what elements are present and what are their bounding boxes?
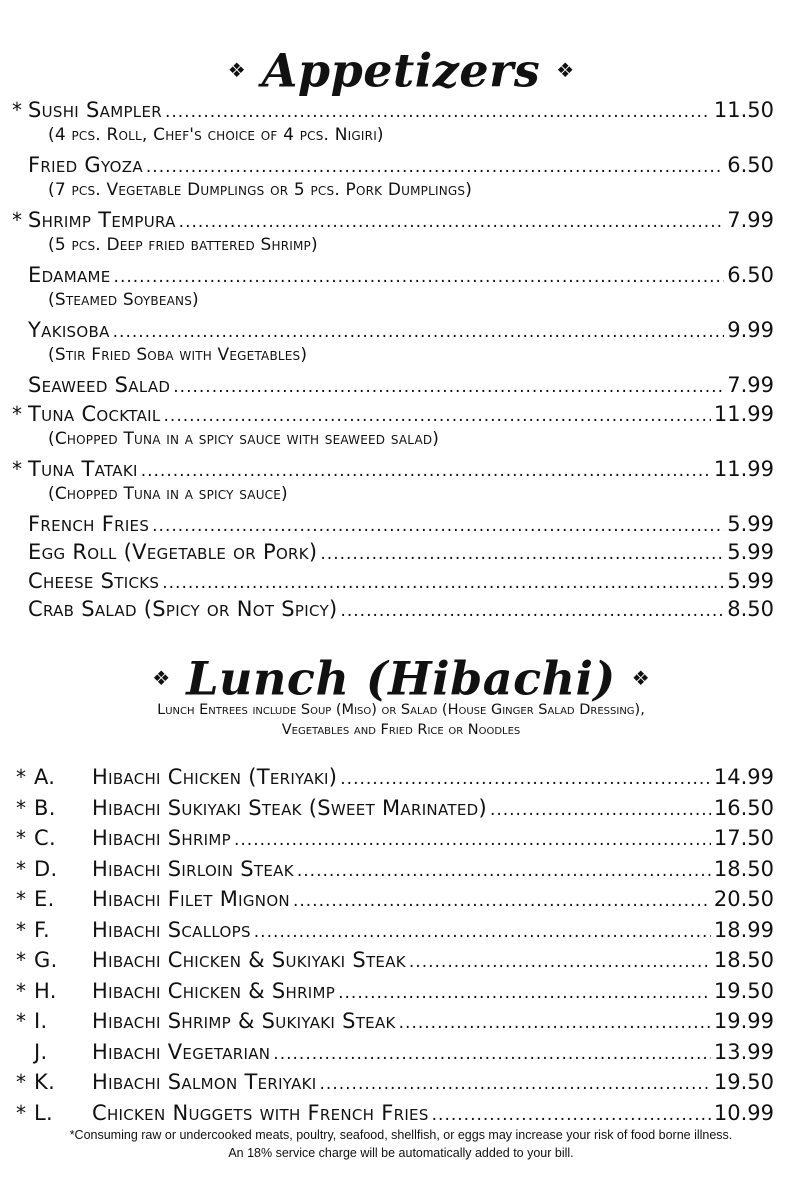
raw-warning-asterisk: * [16, 795, 27, 820]
raw-warning-asterisk: * [16, 856, 27, 881]
lunch-item-code: I. [34, 1009, 48, 1033]
lunch-item [16, 1039, 774, 1065]
diamond-ornament-icon: ❖ [631, 666, 650, 691]
appetizer-price: 6.50 [727, 263, 774, 287]
dot-leader [409, 949, 711, 975]
appetizer-name: Fried Gyoza [28, 153, 143, 177]
lunch-item-code: G. [34, 948, 58, 972]
appetizer-name: Tuna Tataki [28, 456, 138, 481]
appetizer-item [12, 511, 774, 537]
appetizer-price: 5.99 [727, 511, 774, 536]
lunch-item-price: 16.50 [713, 795, 774, 820]
lunch-item-name: Hibachi Scallops [92, 917, 251, 942]
diamond-ornament-icon: ❖ [227, 58, 246, 83]
lunch-item-code: L. [34, 1100, 53, 1125]
appetizer-price: 9.99 [727, 318, 774, 342]
dot-leader [338, 980, 711, 1006]
appetizer-item [12, 568, 774, 594]
raw-warning-asterisk: * [12, 401, 23, 426]
raw-warning-asterisk: * [16, 826, 27, 850]
appetizer-price: 11.50 [713, 98, 774, 122]
lunch-item-code: B. [34, 795, 56, 820]
raw-warning-asterisk: * [16, 765, 27, 789]
lunch-item-name: Hibachi Sukiyaki Steak (Sweet Marinated) [92, 795, 487, 820]
appetizer-name: Shrimp Tempura [28, 208, 176, 232]
appetizer-price: 8.50 [727, 597, 774, 621]
lunch-item-name: Hibachi Shrimp [92, 826, 231, 850]
appetizer-price: 11.99 [713, 401, 774, 426]
lunch-item-name: Chicken Nuggets with French Fries [92, 1100, 429, 1125]
lunch-item [16, 856, 774, 882]
appetizer-item [12, 539, 774, 565]
lunch-item-price: 17.50 [713, 826, 774, 850]
lunch-item-name: Hibachi Sirloin Steak [92, 856, 294, 881]
dot-leader [273, 1041, 711, 1067]
dot-leader [234, 827, 711, 853]
lunch-item [16, 795, 774, 821]
lunch-item-name: Hibachi Shrimp & Sukiyaki Steak [92, 1009, 396, 1033]
dot-leader [141, 458, 711, 484]
appetizer-name: Yakisoba [28, 318, 110, 342]
appetizer-item [12, 596, 774, 622]
lunch-item [16, 1008, 774, 1034]
lunch-item [16, 947, 774, 973]
lunch-item-price: 20.50 [713, 887, 774, 911]
lunch-title: Lunch (Hibachi) [186, 651, 616, 706]
lunch-item [16, 764, 774, 790]
dot-leader [173, 374, 724, 400]
lunch-item-code: F. [34, 917, 50, 942]
appetizer-description: (Stir Fried Soba with Vegetables) [48, 345, 308, 365]
dot-leader [179, 209, 725, 235]
raw-warning-asterisk: * [16, 1100, 27, 1125]
appetizer-item [12, 372, 774, 398]
dot-leader [162, 570, 724, 596]
dot-leader [320, 1071, 711, 1097]
lunch-item-name: Hibachi Chicken & Sukiyaki Steak [92, 948, 406, 972]
raw-warning-asterisk: * [12, 98, 23, 122]
raw-warning-asterisk: * [12, 456, 23, 481]
dot-leader [320, 541, 724, 567]
dot-leader [297, 858, 711, 884]
dot-leader [113, 319, 725, 345]
dot-leader [340, 598, 724, 624]
appetizer-description: (5 pcs. Deep fried battered Shrimp) [48, 235, 318, 255]
appetizer-description: (Chopped Tuna in a spicy sauce with seaweed salad) [48, 428, 440, 449]
appetizer-price: 5.99 [727, 540, 774, 564]
dot-leader [114, 264, 725, 290]
appetizer-name: Crab Salad (Spicy or Not Spicy) [28, 597, 338, 621]
lunch-item-name: Hibachi Filet Mignon [92, 887, 290, 911]
raw-warning-asterisk: * [16, 948, 27, 972]
dot-leader [432, 1102, 711, 1128]
raw-warning-asterisk: * [16, 1009, 27, 1033]
appetizers-title: Appetizers [261, 43, 541, 98]
raw-warning-asterisk: * [16, 1070, 27, 1094]
appetizer-item [12, 401, 774, 427]
lunch-item-price: 18.50 [713, 948, 774, 972]
dot-leader [152, 513, 724, 539]
appetizer-item [12, 152, 774, 178]
appetizer-name: Sushi Sampler [28, 98, 162, 122]
dot-leader [340, 766, 711, 792]
raw-warning-asterisk: * [12, 208, 23, 232]
dot-leader [254, 919, 711, 945]
lunch-note-line-1: Lunch Entrees include Soup (Miso) or Salad (House Ginger Salad Dressing), [157, 702, 645, 718]
raw-warning-asterisk: * [16, 887, 27, 911]
lunch-item-code: A. [34, 765, 56, 789]
appetizer-name: Tuna Cocktail [28, 401, 161, 426]
appetizer-name: Cheese Sticks [28, 568, 160, 593]
appetizer-description: (7 pcs. Vegetable Dumplings or 5 pcs. Pork Dumplings) [48, 180, 473, 200]
lunch-item-name: Hibachi Chicken & Shrimp [92, 978, 336, 1003]
lunch-item-code: C. [34, 826, 56, 850]
lunch-item-code: H. [34, 978, 57, 1003]
appetizers-heading [0, 38, 802, 102]
lunch-note-line-2: Vegetables and Fried Rice or Noodles [281, 722, 521, 738]
appetizer-description: (Steamed Soybeans) [48, 290, 199, 310]
appetizer-name: French Fries [28, 511, 150, 536]
appetizer-price: 11.99 [713, 456, 774, 481]
lunch-item-code: K. [34, 1070, 56, 1094]
lunch-item-price: 14.99 [713, 765, 774, 789]
dot-leader [165, 99, 711, 125]
appetizer-item [12, 317, 774, 343]
appetizer-item [12, 456, 774, 482]
dot-leader [399, 1010, 711, 1036]
lunch-item-price: 10.99 [713, 1100, 774, 1125]
lunch-item-price: 18.99 [713, 917, 774, 942]
lunch-item-name: Hibachi Vegetarian [92, 1039, 271, 1064]
lunch-item-code: E. [34, 887, 55, 911]
appetizer-price: 6.50 [727, 153, 774, 177]
dot-leader [146, 154, 724, 180]
footer-service-charge: An 18% service charge will be automatically added to your bill. [228, 1146, 574, 1160]
appetizer-name: Seaweed Salad [28, 373, 171, 397]
lunch-item-code: J. [34, 1039, 48, 1064]
lunch-item [16, 1069, 774, 1095]
diamond-ornament-icon: ❖ [152, 666, 171, 691]
raw-warning-asterisk: * [16, 917, 27, 942]
appetizer-price: 7.99 [727, 373, 774, 397]
lunch-item-price: 13.99 [713, 1039, 774, 1064]
lunch-item-price: 19.50 [713, 1070, 774, 1094]
dot-leader [164, 403, 711, 429]
lunch-item-price: 19.99 [713, 1009, 774, 1033]
appetizer-name: Edamame [28, 263, 111, 287]
appetizer-price: 5.99 [727, 568, 774, 593]
appetizer-description: (Chopped Tuna in a spicy sauce) [48, 483, 288, 504]
lunch-item-price: 19.50 [713, 978, 774, 1003]
appetizer-item [12, 97, 774, 123]
appetizer-description: (4 pcs. Roll, Chef's choice of 4 pcs. Nigiri) [48, 125, 384, 145]
lunch-item-name: Hibachi Chicken (Teriyaki) [92, 765, 338, 789]
diamond-ornament-icon: ❖ [556, 58, 575, 83]
lunch-item-code: D. [34, 856, 58, 881]
lunch-item [16, 1100, 774, 1126]
footer-disclaimer: *Consuming raw or undercooked meats, poultry, seafood, shellfish, or eggs may increase your risk of food borne illness. [69, 1128, 733, 1142]
dot-leader [490, 797, 711, 823]
appetizer-item [12, 262, 774, 288]
appetizer-name: Egg Roll (Vegetable or Pork) [28, 540, 318, 564]
lunch-item [16, 886, 774, 912]
lunch-item [16, 917, 774, 943]
dot-leader [293, 888, 711, 914]
appetizer-price: 7.99 [727, 208, 774, 232]
appetizer-item [12, 207, 774, 233]
lunch-item [16, 978, 774, 1004]
lunch-item-name: Hibachi Salmon Teriyaki [92, 1070, 317, 1094]
lunch-item [16, 825, 774, 851]
lunch-item-price: 18.50 [713, 856, 774, 881]
raw-warning-asterisk: * [16, 978, 27, 1003]
